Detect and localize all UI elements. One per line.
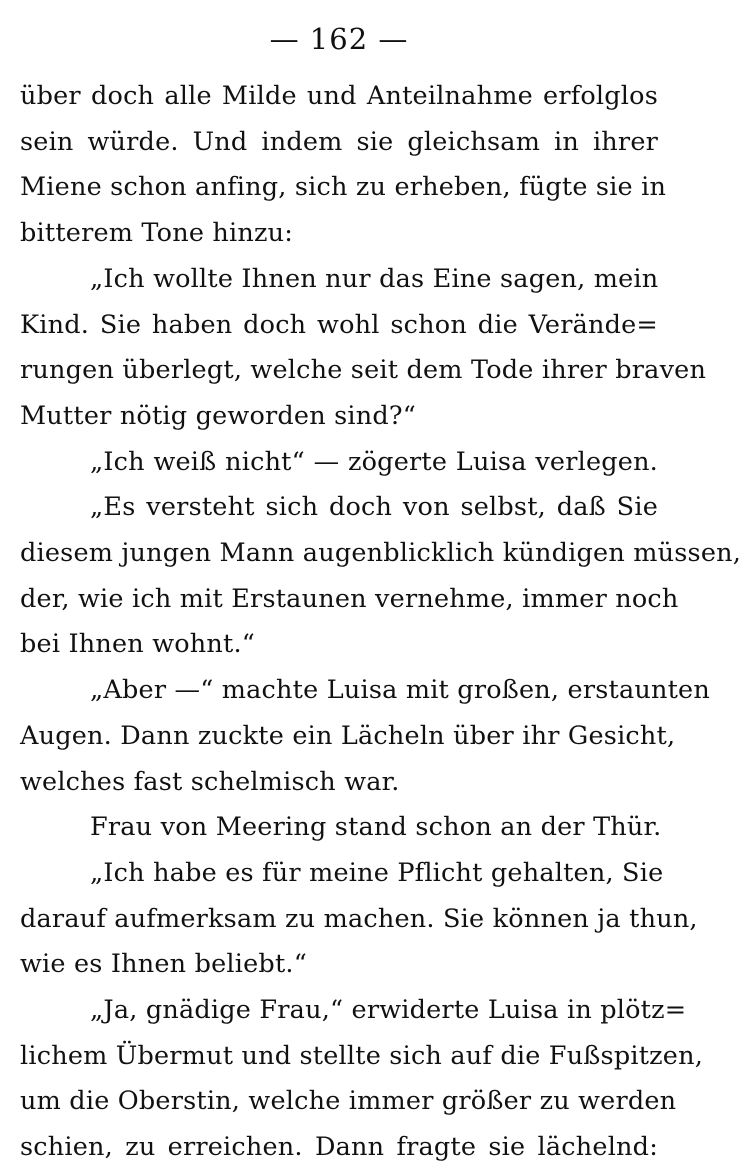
- text-line: um die Oberstin, welche immer größer zu werden: [20, 1086, 677, 1117]
- text-line: „Ich wollte Ihnen nur das Eine sagen, mein: [90, 263, 659, 294]
- text-line: der, wie ich mit Erstaunen vernehme, immer noch: [20, 583, 679, 614]
- page-number: — 162 —: [269, 22, 409, 56]
- text-line: über doch alle Milde und Anteilnahme erfolglos: [20, 81, 658, 111]
- text-line: „Ja, gnädige Frau,“ erwiderte Luisa in plötz=: [90, 995, 687, 1026]
- text-line: bitterem Tone hinzu:: [20, 218, 294, 249]
- text-line: Mutter nötig geworden sind?“: [20, 400, 417, 431]
- text-line: Augen. Dann zuckte ein Lächeln über ihr Gesicht,: [20, 720, 676, 751]
- text-line: bei Ihnen wohnt.“: [20, 629, 256, 660]
- text-line: „Aber —“ machte Luisa mit großen, erstaunten: [90, 675, 710, 706]
- text-line: Miene schon anfing, sich zu erheben, fügte sie in: [20, 172, 667, 203]
- text-line: darauf aufmerksam zu machen. Sie können ja thun,: [20, 903, 698, 934]
- body-text: [20, 74, 741, 1171]
- text-line: diesem jungen Mann augenblicklich kündigen müssen,: [20, 538, 741, 569]
- text-line: sein würde. Und indem sie gleichsam in ihrer: [20, 126, 658, 157]
- text-line: Frau von Meering stand schon an der Thür.: [90, 812, 662, 843]
- text-line: schien, zu erreichen. Dann fragte sie lächelnd:: [20, 1132, 658, 1163]
- text-line: Kind. Sie haben doch wohl schon die Verände=: [20, 309, 658, 340]
- text-line: lichem Übermut und stellte sich auf die Fußspitzen,: [20, 1040, 704, 1071]
- text-line: „Ich weiß nicht“ — zögerte Luisa verlegen.: [90, 446, 658, 477]
- text-line: wie es Ihnen beliebt.“: [20, 949, 307, 980]
- text-line: welches fast schelmisch war.: [20, 766, 400, 797]
- text-line: rungen überlegt, welche seit dem Tode ihrer braven: [20, 355, 707, 386]
- text-line: „Es versteht sich doch von selbst, daß Sie: [90, 492, 658, 523]
- text-line: „Ich habe es für meine Pflicht gehalten, Sie: [90, 857, 664, 888]
